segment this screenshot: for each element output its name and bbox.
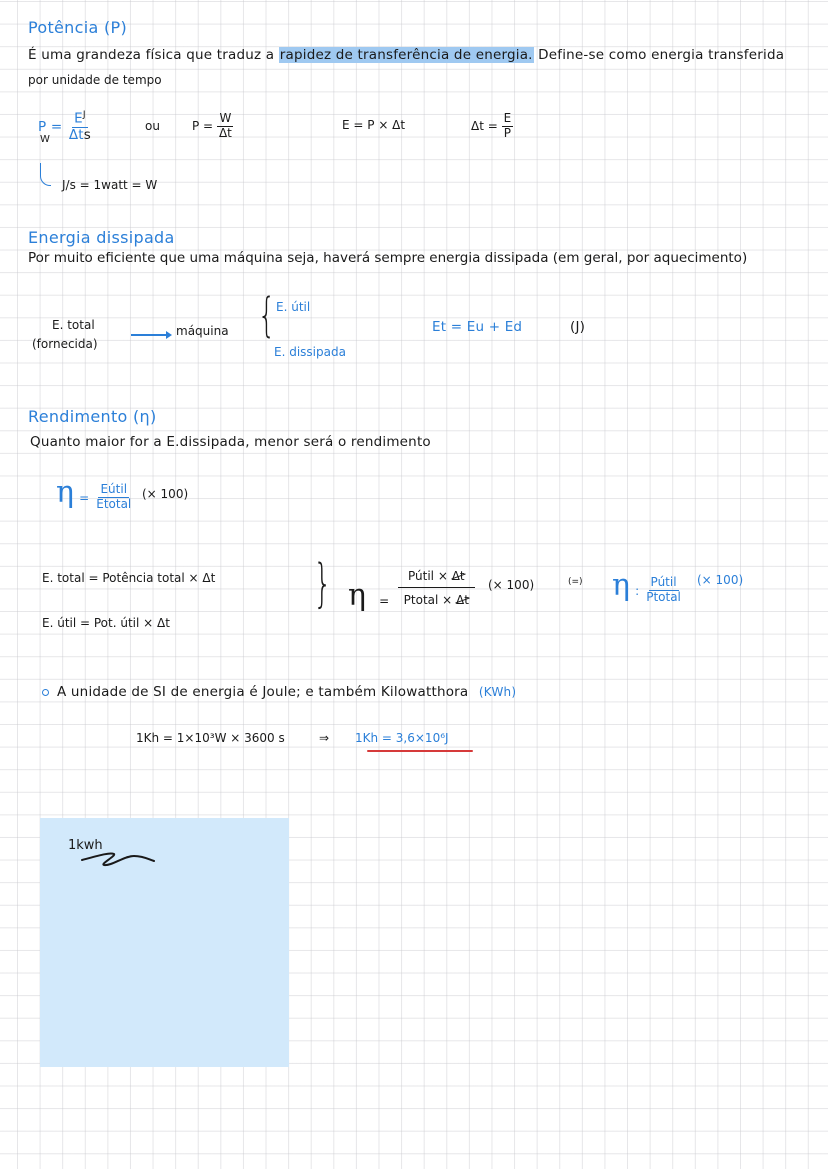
denominator-symbol: Δt (68, 127, 84, 144)
percent-multiplier: (× 100) (697, 573, 744, 587)
unit-bullet-text: A unidade de SI de energia é Joule; e também Kilowatthora (57, 684, 469, 700)
denominator: Δt (218, 125, 232, 140)
diagram-output-useful: E. útil (276, 300, 311, 314)
formula-efficiency-energy (56, 475, 133, 512)
formula-time (471, 112, 513, 141)
closing-brace-icon: } (313, 554, 332, 614)
numerator-symbol: E (74, 110, 83, 127)
denominator (67, 128, 93, 144)
heading-energia-dissipada: Energia dissipada (28, 228, 175, 247)
numerator: W (219, 111, 232, 125)
eta-symbol: η (348, 578, 366, 613)
diagram-input-sublabel: (fornecida) (32, 337, 98, 351)
derivation-fraction (398, 570, 475, 608)
denominator-unit: s (83, 127, 92, 144)
numerator (72, 110, 88, 128)
eta-symbol: η (56, 475, 74, 510)
red-underline (367, 750, 473, 752)
conversion-left: 1Kh = 1×10³W × 3600 s (136, 731, 285, 745)
efficiency-power-result (612, 568, 683, 605)
power-unit-symbol: W (40, 134, 50, 145)
formula-lhs: P = (192, 118, 214, 133)
squiggle-icon (62, 846, 162, 868)
formula-eq: = (50, 118, 63, 135)
numerator-text: Pútil × (408, 569, 448, 583)
fraction (398, 570, 475, 608)
or-label: ou (145, 119, 160, 133)
formula-lhs: Δt = (471, 118, 498, 133)
formula-lhs: P (38, 118, 47, 135)
percent-multiplier: (× 100) (488, 578, 535, 592)
denominator: Ptotal (646, 590, 681, 604)
formula-eq: = (79, 491, 90, 505)
eta-symbol: η (612, 568, 630, 603)
numerator: Pútil (650, 575, 677, 590)
definition-text-end: Define-se como energia transferida (533, 47, 785, 63)
derivation-row-useful: E. útil = Pot. útil × Δt (42, 616, 170, 630)
fraction (502, 112, 514, 141)
cancelled-delta-t: Δt (451, 569, 465, 583)
denominator: P (503, 125, 512, 140)
heading-potencia: Potência (P) (28, 18, 127, 37)
arrow-right-icon (166, 331, 172, 339)
energy-balance-equation: Et = Eu + Ed (432, 319, 523, 335)
numerator: E (503, 111, 512, 125)
diagram-input-label: E. total (52, 318, 95, 332)
diagram-output-dissipated: E. dissipada (274, 345, 346, 359)
highlighted-text: rapidez de transferência de energia. (279, 47, 533, 63)
energia-dissipada-text: Por muito eficiente que uma máquina seja, haverá sempre energia dissipada (em geral, por aquecimento) (28, 250, 748, 266)
denominator-text: Ptotal × (403, 592, 453, 607)
potencia-definition-line2: por unidade de tempo (28, 73, 162, 87)
arrow-line (131, 334, 167, 336)
potencia-definition-line1 (28, 47, 784, 63)
denominator (402, 588, 471, 608)
sticky-note[interactable] (40, 818, 289, 1067)
numerator-unit: J (82, 110, 86, 120)
heading-rendimento: Rendimento (η) (28, 407, 157, 426)
bullet-icon (42, 689, 49, 696)
cancelled-delta-t: Δt (456, 592, 469, 607)
implies-arrow-icon: ⇒ (319, 731, 330, 745)
percent-multiplier: (× 100) (142, 487, 189, 501)
denominator: Etotal (96, 497, 132, 511)
energy-unit: (J) (570, 319, 586, 335)
formula-eq: = (379, 594, 390, 608)
fraction (644, 576, 683, 605)
brace-icon: { (257, 288, 276, 342)
numerator: Eútil (100, 482, 128, 497)
eta-derivation (348, 578, 389, 613)
formula-power-work (192, 112, 234, 141)
unit-abbreviation: (KWh) (478, 685, 517, 699)
derivation-row-total: E. total = Potência total × Δt (42, 571, 216, 585)
unit-bullet (42, 684, 516, 700)
hook-arrow-icon (40, 163, 51, 186)
unit-note: J/s = 1watt = W (62, 178, 158, 192)
formula-eq: : (635, 584, 640, 598)
fraction (94, 483, 133, 512)
rendimento-text: Quanto maior for a E.dissipada, menor será o rendimento (30, 434, 431, 450)
equivalence-symbol: (=) (568, 577, 583, 587)
numerator (398, 570, 475, 588)
diagram-machine-label: máquina (176, 324, 229, 338)
sticky-note-text: 1kwh (68, 838, 103, 853)
definition-text-start: É uma grandeza física que traduz a (28, 47, 279, 63)
fraction (67, 110, 93, 144)
formula-energy: E = P × Δt (342, 118, 406, 132)
conversion-result: 1Kh = 3,6×10⁶J (355, 731, 449, 745)
fraction (217, 112, 234, 141)
